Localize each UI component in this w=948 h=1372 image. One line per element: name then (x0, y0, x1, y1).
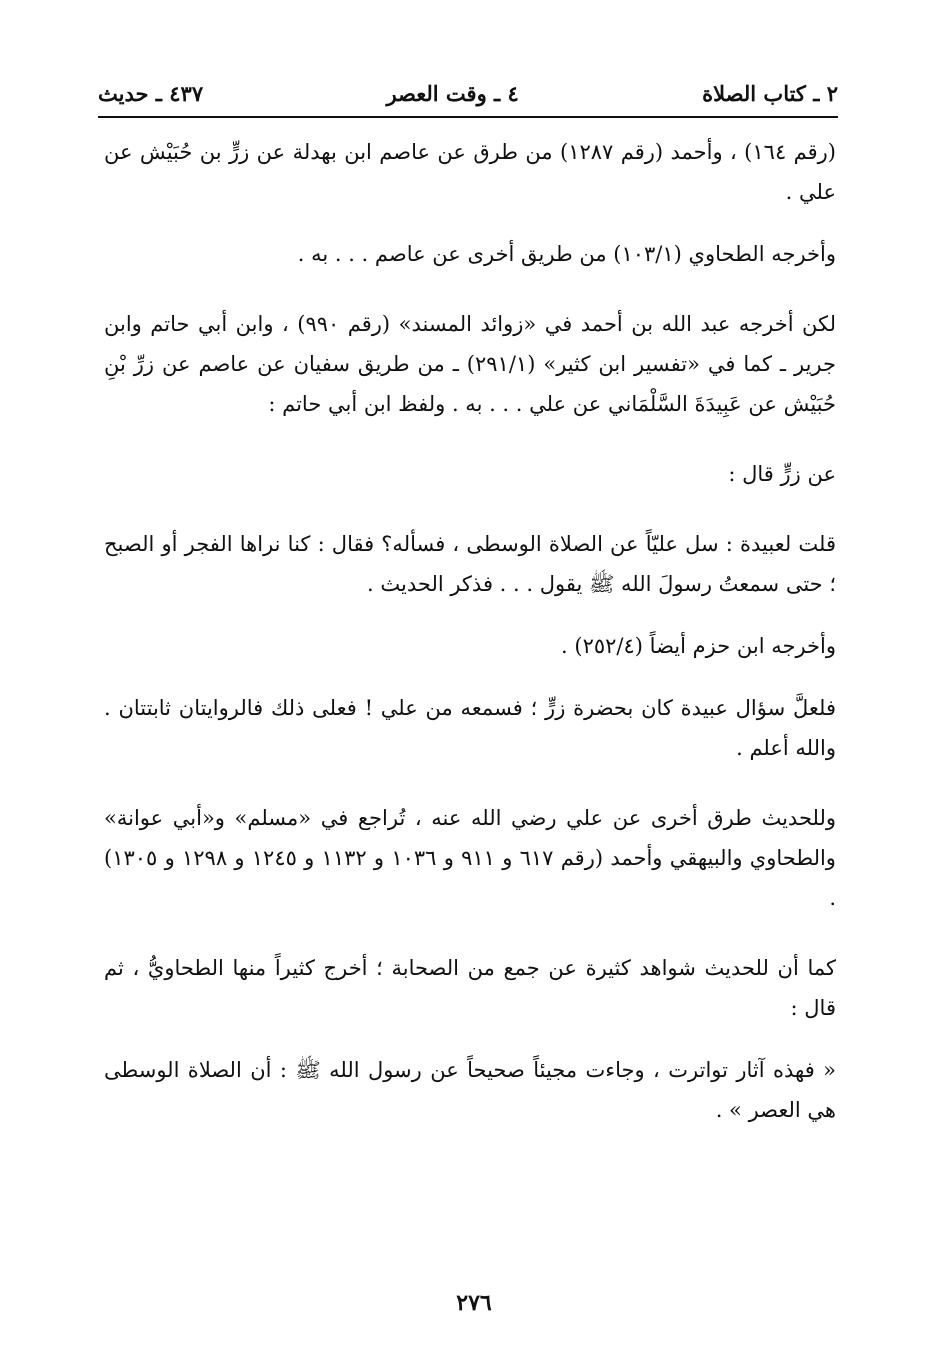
paragraph-3: لكن أخرجه عبد الله بن أحمد في «زوائد المسند» (رقم ٩٩٠) ، وابن أبي حاتم وابن جرير ـ كما في «تفسير ابن كثير» (٢٩١/١) ـ من طريق سفيان عن عاصم عن زرِّ بْنِ حُبَيْش عن عَبِيدَةَ السَّلْمَاني عن علي . . . به . ولفظ ابن أبي حاتم : (104, 312, 837, 416)
header-hadith-number: ٤٣٧ ـ حديث (98, 80, 204, 106)
running-header (98, 76, 838, 110)
paragraph-1: (رقم ١٦٤) ، وأحمد (رقم ١٢٨٧) من طرق عن عاصم ابن بهدلة عن زرٍّ بن حُبَيْش عن علي . (104, 140, 836, 204)
page-number: ٢٧٦ (456, 1290, 492, 1316)
paragraph-7: فلعلَّ سؤال عبيدة كان بحضرة زرٍّ ؛ فسمعه من علي ! فعلى ذلك فالروايتان ثابتتان . والله أعلم . (104, 696, 836, 760)
paragraph-4: عن زرٍّ قال : (728, 462, 836, 486)
header-book-title: ٢ ـ كتاب الصلاة (702, 80, 838, 106)
header-chapter-title: ٤ ـ وقت العصر (386, 80, 519, 106)
paragraph-8: وللحديث طرق أخرى عن علي رضي الله عنه ، تُراجع في «مسلم» و«أبي عوانة» والطحاوي والبيهقي وأحمد (رقم ٦١٧ و ٩١١ و ١٠٣٦ و ١١٣٢ و ١٢٤٥ و ١٢٩٨ و ١٣٠٥) . (104, 806, 836, 910)
paragraph-6: وأخرجه ابن حزم أيضاً (٢٥٢/٤) . (561, 634, 836, 658)
page-body (104, 132, 836, 1160)
paragraph-2: وأخرجه الطحاوي (١٠٣/١) من طريق أخرى عن عاصم . . . به . (297, 242, 836, 266)
paragraph-5: قلت لعبيدة : سل عليّاً عن الصلاة الوسطى ، فسأله؟ فقال : كنا نراها الفجر أو الصبح ؛ حتى سمعتُ رسولَ الله ﷺ يقول . . . فذكر الحديث . (104, 532, 836, 596)
paragraph-10: « فهذه آثار تواترت ، وجاءت مجيئاً صحيحاً عن رسول الله ﷺ : أن الصلاة الوسطى هي العصر » . (104, 1058, 836, 1122)
paragraph-9: كما أن للحديث شواهد كثيرة عن جمع من الصحابة ؛ أخرج كثيراً منها الطحاويُّ ، ثم قال : (104, 956, 836, 1020)
header-divider (98, 116, 838, 118)
